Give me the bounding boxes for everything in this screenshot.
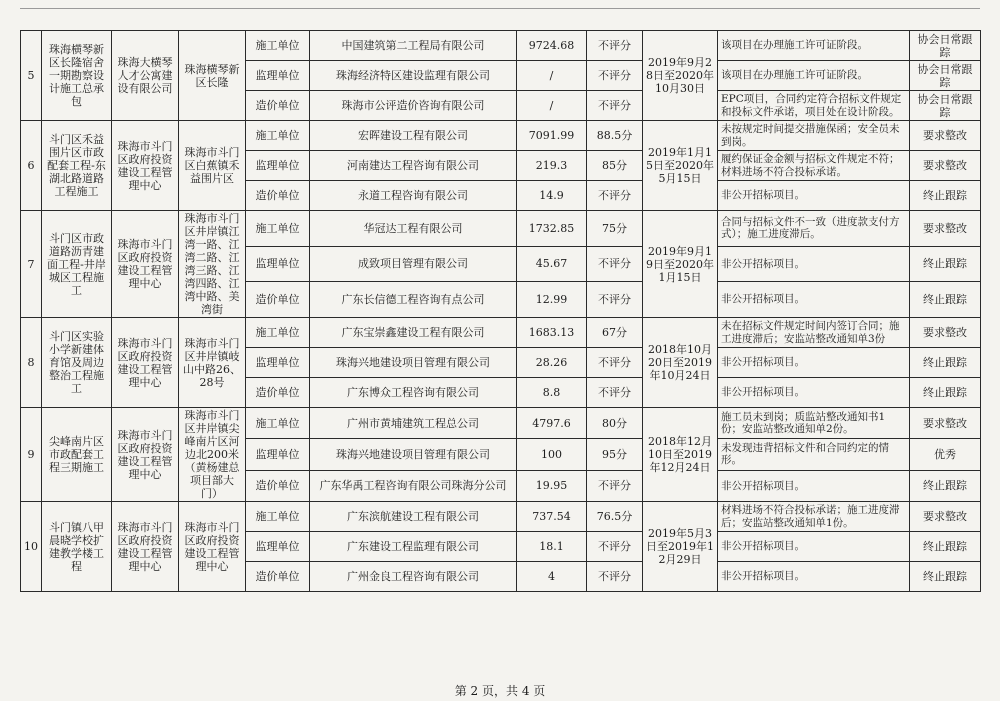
project-location-cell: 珠海市斗门区井岸镇江湾一路、江湾二路、江湾三路、江湾四路、江湾中路、美湾街 bbox=[179, 211, 246, 318]
evaluation-note-cell: 合同与招标文件不一致（进度款支付方式）；施工进度滞后。 bbox=[718, 211, 910, 247]
project-evaluation-table bbox=[20, 30, 981, 592]
participant-role-cell: 造价单位 bbox=[246, 470, 310, 501]
score-cell: 不评分 bbox=[587, 91, 643, 121]
project-location-cell: 珠海市斗门区白蕉镇禾益围片区 bbox=[179, 121, 246, 211]
action-cell: 终止跟踪 bbox=[910, 348, 981, 378]
contract-amount-cell: 4 bbox=[517, 562, 587, 592]
score-cell: 不评分 bbox=[587, 378, 643, 408]
participant-role-cell: 造价单位 bbox=[246, 282, 310, 318]
score-cell: 67分 bbox=[587, 318, 643, 348]
score-cell: 95分 bbox=[587, 439, 643, 470]
evaluation-note-cell: 非公开招标项目。 bbox=[718, 532, 910, 562]
score-cell: 不评分 bbox=[587, 31, 643, 61]
score-cell: 不评分 bbox=[587, 470, 643, 501]
contract-amount-cell: 100 bbox=[517, 439, 587, 470]
project-location-cell: 珠海市斗门区政府投资建设工程管理中心 bbox=[179, 502, 246, 592]
participant-role-cell: 造价单位 bbox=[246, 378, 310, 408]
table-row bbox=[21, 502, 981, 532]
project-location-cell: 珠海横琴新区长隆 bbox=[179, 31, 246, 121]
evaluation-note-cell: 未按规定时间提交措施保函；安全员未到岗。 bbox=[718, 121, 910, 151]
participant-unit-cell: 广东宝崇鑫建设工程有限公司 bbox=[310, 318, 517, 348]
contract-amount-cell: 1683.13 bbox=[517, 318, 587, 348]
owner-unit-cell: 珠海市斗门区政府投资建设工程管理中心 bbox=[112, 408, 179, 502]
participant-role-cell: 施工单位 bbox=[246, 408, 310, 439]
evaluation-note-cell: 材料进场不符合投标承诺；施工进度滞后；安监站整改通知单1份。 bbox=[718, 502, 910, 532]
project-number-cell: 8 bbox=[21, 318, 42, 408]
contract-period-cell: 2019年1月15日至2020年5月15日 bbox=[643, 121, 718, 211]
contract-period-cell: 2018年12月10日至2019年12月24日 bbox=[643, 408, 718, 502]
contract-amount-cell: 8.8 bbox=[517, 378, 587, 408]
participant-unit-cell: 河南建达工程咨询有限公司 bbox=[310, 151, 517, 181]
evaluation-note-cell: 该项目在办理施工许可证阶段。 bbox=[718, 31, 910, 61]
action-cell: 要求整改 bbox=[910, 211, 981, 247]
evaluation-note-cell: 非公开招标项目。 bbox=[718, 562, 910, 592]
page-number-label: 第 2 页，共 4 页 bbox=[454, 684, 546, 698]
participant-unit-cell: 中国建筑第二工程局有限公司 bbox=[310, 31, 517, 61]
participant-role-cell: 监理单位 bbox=[246, 61, 310, 91]
evaluation-note-cell: 非公开招标项目。 bbox=[718, 378, 910, 408]
participant-unit-cell: 珠海兴地建设项目管理有限公司 bbox=[310, 348, 517, 378]
contract-amount-cell: / bbox=[517, 61, 587, 91]
action-cell: 终止跟踪 bbox=[910, 378, 981, 408]
contract-amount-cell: 7091.99 bbox=[517, 121, 587, 151]
project-location-cell: 珠海市斗门区井岸镇岐山中路26、28号 bbox=[179, 318, 246, 408]
participant-role-cell: 施工单位 bbox=[246, 318, 310, 348]
participant-unit-cell: 宏晖建设工程有限公司 bbox=[310, 121, 517, 151]
score-cell: 不评分 bbox=[587, 181, 643, 211]
participant-role-cell: 造价单位 bbox=[246, 562, 310, 592]
score-cell: 不评分 bbox=[587, 532, 643, 562]
action-cell: 协会日常跟踪 bbox=[910, 91, 981, 121]
owner-unit-cell: 珠海市斗门区政府投资建设工程管理中心 bbox=[112, 502, 179, 592]
participant-unit-cell: 成致项目管理有限公司 bbox=[310, 246, 517, 282]
evaluation-note-cell: 非公开招标项目。 bbox=[718, 348, 910, 378]
contract-amount-cell: / bbox=[517, 91, 587, 121]
project-name-cell: 斗门区实验小学新建体育馆及周边整治工程施工 bbox=[42, 318, 112, 408]
participant-unit-cell: 永道工程咨询有限公司 bbox=[310, 181, 517, 211]
contract-amount-cell: 12.99 bbox=[517, 282, 587, 318]
participant-unit-cell: 广东建设工程监理有限公司 bbox=[310, 532, 517, 562]
project-number-cell: 10 bbox=[21, 502, 42, 592]
action-cell: 终止跟踪 bbox=[910, 282, 981, 318]
evaluation-note-cell: 施工员未到岗；质监站整改通知书1份；安监站整改通知单2份。 bbox=[718, 408, 910, 439]
project-number-cell: 7 bbox=[21, 211, 42, 318]
action-cell: 终止跟踪 bbox=[910, 532, 981, 562]
table-row bbox=[21, 31, 981, 61]
project-number-cell: 6 bbox=[21, 121, 42, 211]
score-cell: 不评分 bbox=[587, 246, 643, 282]
participant-role-cell: 造价单位 bbox=[246, 91, 310, 121]
project-location-cell: 珠海市斗门区井岸镇尖峰南片区河边北200米（黄杨建总项目部大门） bbox=[179, 408, 246, 502]
participant-role-cell: 施工单位 bbox=[246, 31, 310, 61]
contract-amount-cell: 737.54 bbox=[517, 502, 587, 532]
participant-role-cell: 施工单位 bbox=[246, 121, 310, 151]
action-cell: 协会日常跟踪 bbox=[910, 61, 981, 91]
evaluation-note-cell: 该项目在办理施工许可证阶段。 bbox=[718, 61, 910, 91]
table-row bbox=[21, 408, 981, 439]
participant-role-cell: 施工单位 bbox=[246, 211, 310, 247]
score-cell: 76.5分 bbox=[587, 502, 643, 532]
action-cell: 终止跟踪 bbox=[910, 181, 981, 211]
contract-period-cell: 2019年9月19日至2020年1月15日 bbox=[643, 211, 718, 318]
participant-unit-cell: 广东华禹工程咨询有限公司珠海分公司 bbox=[310, 470, 517, 501]
contract-amount-cell: 19.95 bbox=[517, 470, 587, 501]
participant-role-cell: 监理单位 bbox=[246, 348, 310, 378]
table-row bbox=[21, 211, 981, 247]
participant-unit-cell: 广州市黄埔建筑工程总公司 bbox=[310, 408, 517, 439]
evaluation-note-cell: 非公开招标项目。 bbox=[718, 246, 910, 282]
action-cell: 协会日常跟踪 bbox=[910, 31, 981, 61]
contract-period-cell: 2018年10月20日至2019年10月24日 bbox=[643, 318, 718, 408]
participant-unit-cell: 珠海兴地建设项目管理有限公司 bbox=[310, 439, 517, 470]
score-cell: 不评分 bbox=[587, 562, 643, 592]
evaluation-note-cell: 履约保证金金额与招标文件规定不符；材料进场不符合投标承诺。 bbox=[718, 151, 910, 181]
contract-amount-cell: 14.9 bbox=[517, 181, 587, 211]
contract-amount-cell: 28.26 bbox=[517, 348, 587, 378]
project-name-cell: 斗门镇八甲晨晓学校扩建教学楼工程 bbox=[42, 502, 112, 592]
action-cell: 要求整改 bbox=[910, 318, 981, 348]
contract-amount-cell: 1732.85 bbox=[517, 211, 587, 247]
participant-unit-cell: 广东长信德工程咨询有点公司 bbox=[310, 282, 517, 318]
participant-role-cell: 施工单位 bbox=[246, 502, 310, 532]
action-cell: 终止跟踪 bbox=[910, 470, 981, 501]
project-name-cell: 珠海横琴新区长隆宿舍一期勘察设计施工总承包 bbox=[42, 31, 112, 121]
table-row bbox=[21, 121, 981, 151]
score-cell: 不评分 bbox=[587, 61, 643, 91]
contract-amount-cell: 219.3 bbox=[517, 151, 587, 181]
project-name-cell: 尖峰南片区市政配套工程三期施工 bbox=[42, 408, 112, 502]
score-cell: 75分 bbox=[587, 211, 643, 247]
score-cell: 不评分 bbox=[587, 282, 643, 318]
owner-unit-cell: 珠海市斗门区政府投资建设工程管理中心 bbox=[112, 211, 179, 318]
action-cell: 终止跟踪 bbox=[910, 562, 981, 592]
contract-amount-cell: 4797.6 bbox=[517, 408, 587, 439]
score-cell: 85分 bbox=[587, 151, 643, 181]
contract-amount-cell: 45.67 bbox=[517, 246, 587, 282]
evaluation-note-cell: 非公开招标项目。 bbox=[718, 470, 910, 501]
participant-role-cell: 监理单位 bbox=[246, 151, 310, 181]
evaluation-note-cell: 非公开招标项目。 bbox=[718, 181, 910, 211]
score-cell: 80分 bbox=[587, 408, 643, 439]
participant-unit-cell: 华冠达工程有限公司 bbox=[310, 211, 517, 247]
contract-amount-cell: 9724.68 bbox=[517, 31, 587, 61]
table-row bbox=[21, 318, 981, 348]
action-cell: 要求整改 bbox=[910, 121, 981, 151]
participant-role-cell: 监理单位 bbox=[246, 532, 310, 562]
contract-amount-cell: 18.1 bbox=[517, 532, 587, 562]
page-footer bbox=[0, 682, 1000, 699]
participant-unit-cell: 广东博众工程咨询有限公司 bbox=[310, 378, 517, 408]
project-name-cell: 斗门区市政道路沥青建面工程-井岸城区工程施工 bbox=[42, 211, 112, 318]
owner-unit-cell: 珠海市斗门区政府投资建设工程管理中心 bbox=[112, 121, 179, 211]
project-number-cell: 9 bbox=[21, 408, 42, 502]
participant-role-cell: 监理单位 bbox=[246, 246, 310, 282]
participant-role-cell: 监理单位 bbox=[246, 439, 310, 470]
participant-role-cell: 造价单位 bbox=[246, 181, 310, 211]
participant-unit-cell: 广州金良工程咨询有限公司 bbox=[310, 562, 517, 592]
participant-unit-cell: 广东滨航建设工程有限公司 bbox=[310, 502, 517, 532]
project-name-cell: 斗门区禾益围片区市政配套工程-东湖北路道路工程施工 bbox=[42, 121, 112, 211]
action-cell: 终止跟踪 bbox=[910, 246, 981, 282]
action-cell: 优秀 bbox=[910, 439, 981, 470]
score-cell: 不评分 bbox=[587, 348, 643, 378]
project-number-cell: 5 bbox=[21, 31, 42, 121]
action-cell: 要求整改 bbox=[910, 151, 981, 181]
evaluation-note-cell: 未在招标文件规定时间内签订合同；施工进度滞后；安监站整改通知单3份 bbox=[718, 318, 910, 348]
owner-unit-cell: 珠海市斗门区政府投资建设工程管理中心 bbox=[112, 318, 179, 408]
contract-period-cell: 2019年5月3日至2019年12月29日 bbox=[643, 502, 718, 592]
participant-unit-cell: 珠海经济特区建设监理有限公司 bbox=[310, 61, 517, 91]
score-cell: 88.5分 bbox=[587, 121, 643, 151]
evaluation-note-cell: EPC项目，合同约定符合招标文件规定和投标文件承诺，项目处在设计阶段。 bbox=[718, 91, 910, 121]
contract-period-cell: 2019年9月28日至2020年10月30日 bbox=[643, 31, 718, 121]
evaluation-note-cell: 未发现违背招标文件和合同约定的情形。 bbox=[718, 439, 910, 470]
owner-unit-cell: 珠海大横琴人才公寓建设有限公司 bbox=[112, 31, 179, 121]
evaluation-note-cell: 非公开招标项目。 bbox=[718, 282, 910, 318]
action-cell: 要求整改 bbox=[910, 502, 981, 532]
action-cell: 要求整改 bbox=[910, 408, 981, 439]
page-top-rule bbox=[20, 0, 980, 9]
participant-unit-cell: 珠海市公评造价咨询有限公司 bbox=[310, 91, 517, 121]
